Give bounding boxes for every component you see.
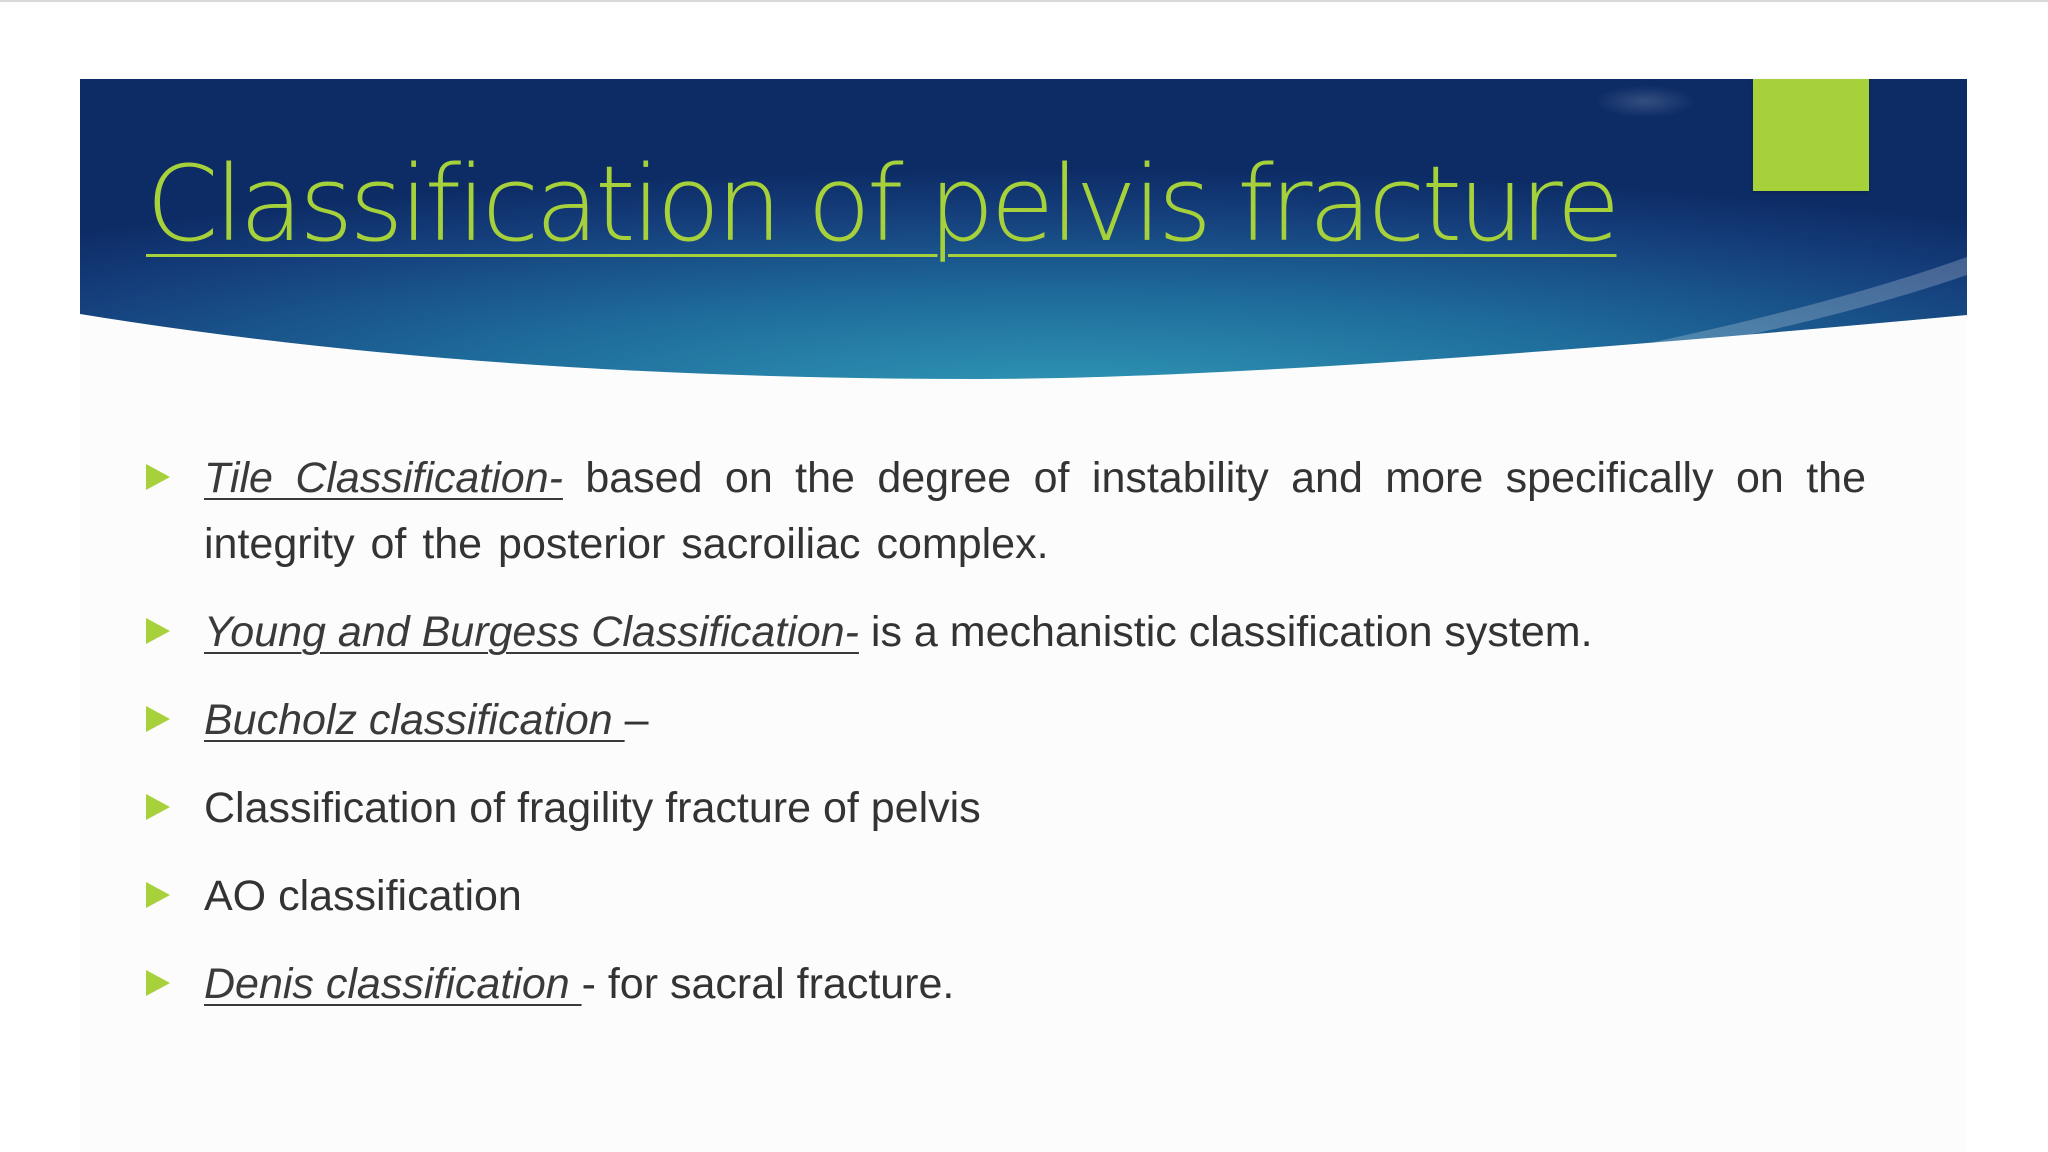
bullet-term: Denis classification (204, 960, 582, 1008)
triangle-right-icon (146, 464, 170, 490)
list-item (146, 445, 1866, 577)
list-item (146, 775, 1866, 841)
list-item (146, 863, 1866, 929)
bullet-term: Bucholz classification (204, 696, 625, 744)
bullet-text: Classification of fragility fracture of pelvis (204, 784, 981, 832)
triangle-right-icon (146, 794, 170, 820)
triangle-right-icon (146, 882, 170, 908)
list-item (146, 599, 1866, 665)
list-item (146, 687, 1866, 753)
accent-bar (1753, 79, 1869, 191)
triangle-right-icon (146, 618, 170, 644)
bullet-text: – (624, 696, 649, 744)
list-item (146, 951, 1866, 1017)
triangle-right-icon (146, 970, 170, 996)
triangle-right-icon (146, 706, 170, 732)
bullet-text: based on the degree of instability and more specifically on the integrity of the posterior sacroiliac complex. (204, 454, 1866, 568)
slide-title: Classification of pelvis fracture (146, 143, 1617, 265)
bullet-text: is a mechanistic classification system. (858, 608, 1593, 656)
bullet-term: Tile Classification- (204, 454, 563, 502)
bullet-term: Young and Burgess Classification- (204, 608, 859, 656)
top-divider (0, 0, 2048, 2)
bullet-text: - for sacral fracture. (581, 960, 955, 1008)
bullet-text: AO classification (204, 872, 522, 920)
